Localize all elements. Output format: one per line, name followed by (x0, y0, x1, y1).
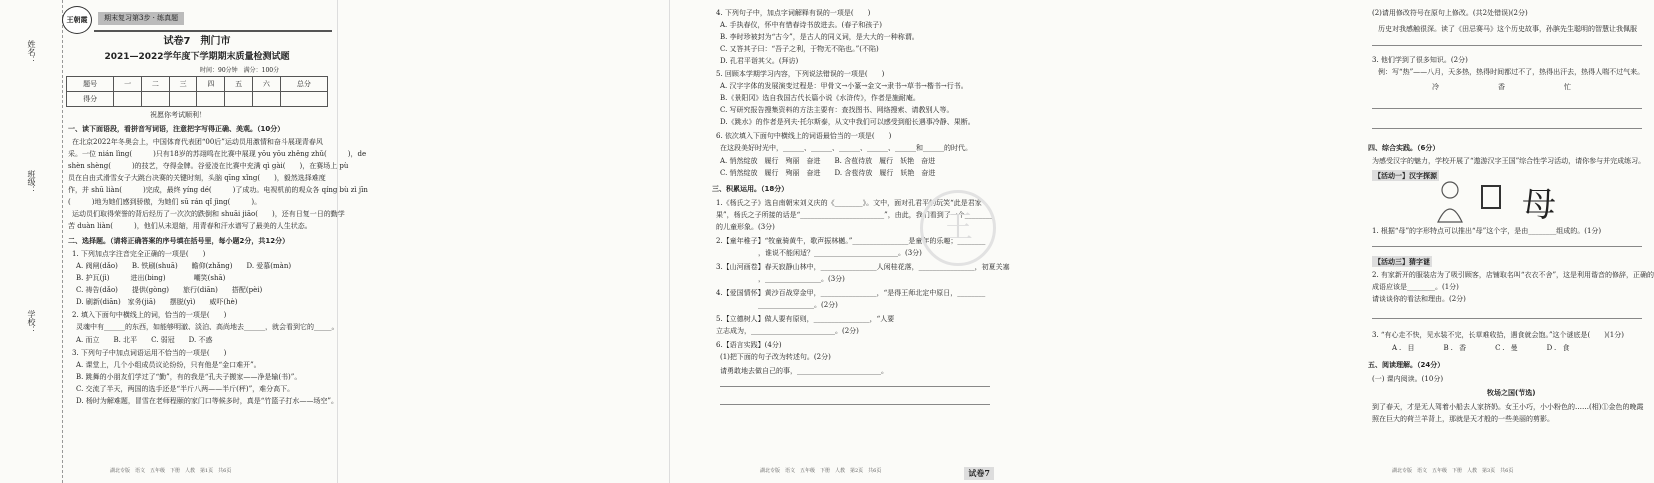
option-line: C. 又答其子曰：“吾子之利，于物无不陷也。”(不陷) (720, 45, 879, 53)
score-header-cell: 总分 (280, 77, 327, 92)
question-line: 苦 duàn liàn( )，他们从未退缩，用青春和汗水谱写了最美的人生状态。 (68, 222, 312, 230)
question-line: 历史对我感触很深。读了《田忌赛马》这个历史故事，孙膑先生聪明的智慧让我佩服 (1378, 25, 1637, 33)
score-header-cell: 五 (225, 77, 253, 92)
word-prompts: 冷 香 忙 (1432, 83, 1575, 91)
activity-tag: 【活动一】汉字探源 (1374, 171, 1437, 180)
section-heading: 一、读下面语段，看拼音写词语，注意把字写得正确、美观。（10分） (68, 125, 285, 133)
paper-number-tag: 试卷7 (964, 467, 994, 480)
score-table (66, 76, 328, 107)
option-line: D. 刷新(diān) 家务(jiā) 摆脱(yì) 威吓(hè) (76, 298, 238, 306)
header-rule (94, 30, 332, 32)
question-line: 1. 下列加点字注音完全正确的一项是( ) (72, 250, 206, 258)
page-footer: 湖北专版 语文 五年级 下册 人教 第1页 共6页 (110, 468, 232, 474)
question-line: 3. 下列句子中加点词语运用不恰当的一项是( ) (72, 349, 227, 357)
brand-logo: 王朝霞 (62, 6, 92, 34)
question-line: 运动员们取得荣誉的背后经历了一次次的跌倒和 shuāi jiāo( )，还有日复一日的勤学 (72, 210, 345, 218)
section-heading: 三、积累运用。（18分） (712, 185, 789, 193)
question-line: 3. “有心走不快，见水装不完，长草难收拾，遇食就会饱。”这个谜底是( )(1分) (1372, 331, 1624, 339)
question-line: 例：写“热”——八月，天多热，热得时间都过不了，热得出汗去，热得人喘不过气来。 (1378, 68, 1645, 76)
option-line: B.《景阳冈》选自我国古代长篇小说《水浒传》，作者是施耐庵。 (720, 94, 920, 102)
question-line: 1. 根据“母”的字形特点可以推出“母”这个字，是由________组成的。(1分) (1372, 227, 1602, 235)
question-line: 4. 下列句子中，加点字词解释有误的一项是( ) (716, 9, 871, 17)
school-label: 学校： (27, 310, 36, 334)
score-cell[interactable] (197, 92, 225, 107)
question-line: 3. 他们学到了很多知识。(2分) (1372, 56, 1468, 64)
section-heading: 四、综合实践。（6分） (1368, 144, 1440, 152)
question-line: (1)把下面的句子改为转述句。(2分) (720, 353, 831, 361)
question-line: 作，并 shū liàn( )完成，最终 yíng dé( )了成功。电视机前的观众各 qíng bù zì jīn (68, 186, 368, 194)
question-line: 2.【童年稚子】“牧童骑黄牛，歌声振林樾。”________________是童年的乐趣；________ (716, 237, 986, 245)
passage-title: 牧场之国(节选) (1487, 389, 1536, 397)
question-line: 2. 有家新开的服装店为了吸引顾客，店铺取名叫“衣衣不舍”，这是利用谐音的修辞，正确的 (1372, 271, 1654, 279)
question-line: 成语应该是________。(1分) (1372, 283, 1459, 291)
answer-line[interactable] (1372, 246, 1642, 247)
question-line: 采。一位 nián lìng( )只有18岁的苏翊鸣在比赛中展现 yōu yōu zhěng zhǔ( )，de (68, 150, 367, 158)
option-line: A. 课堂上，几个小组成员议论纷纷，只有他是“金口难开”。 (76, 361, 261, 369)
answer-line[interactable] (1372, 318, 1642, 319)
score-row-label: 得分 (67, 92, 114, 107)
question-line: (2)请用修改符号在原句上修改。(共2处错误)(2分) (1372, 9, 1528, 17)
exam-subtitle: 2021—2022学年度下学期期末质量检测试题 (104, 52, 290, 62)
score-cell[interactable] (253, 92, 281, 107)
answer-line[interactable] (1372, 128, 1642, 129)
question-line: (一) 课内阅读。(10分) (1372, 375, 1444, 383)
mother-character-illustration (1432, 178, 1562, 224)
activity-tag: 【活动三】猜字谜 (1374, 257, 1430, 266)
name-label: 姓名： (27, 40, 36, 64)
question-line: 在北京2022年冬奥会上，中国体育代表团“00后”运动员用激情和奋斗展现青春风 (72, 138, 323, 146)
score-header-cell: 三 (169, 77, 197, 92)
option-line: D. 孔君平诣其父。(拜访) (720, 57, 799, 65)
page-footer: 湖北专版 语文 五年级 下册 人教 第3页 共6页 (1392, 468, 1514, 474)
question-line: 4.【爱国情怀】黄沙百战穿金甲，________________，“是得王师北定中原日，________ (716, 289, 986, 297)
option-line: B. 跳舞的小朋友们学过了“勤”，有的我是“孔夫子搬家——净是输(书)”。 (76, 373, 302, 381)
question-line: 在这段美好时光中，______、______、______、______、______和______的时代。 (720, 144, 972, 152)
answer-line[interactable] (1372, 45, 1642, 46)
question-line: 6. 依次填入下面句中横线上的词语最恰当的一项是( ) (716, 132, 892, 140)
section-heading: 五、阅读理解。（24分） (1368, 361, 1445, 369)
question-line: 为感受汉字的魅力，学校开展了“遨游汉字王国”综合性学习活动，请你参与并完成练习。 (1372, 157, 1646, 165)
passage-line: 到了春天，才是无人驾着小船去人家挤奶。女王小巧，小小粉色的……(相)①金色的晚霞 (1372, 403, 1644, 411)
option-line: B. 护瓦(jì) 进出(bing) 嘲笑(shā) (76, 274, 240, 282)
score-cell[interactable] (280, 92, 327, 107)
header-bar (62, 6, 332, 32)
score-cell[interactable] (114, 92, 142, 107)
option-line: C. 祷告(dǎo) 提供(gòng) 旅行(diān) 搭配(pèi) (76, 286, 263, 294)
binding-margin (0, 0, 63, 483)
question-line: 6.【语言实践】(4分) (716, 341, 782, 349)
class-label: 班级： (27, 170, 36, 194)
section-heading: 二、选择题。（请将正确答案的序号填在括号里，每小题2分，共12分） (68, 237, 290, 245)
option-line: D.《跳水》的作者是列夫·托尔斯泰，从文中我们可以感受到船长遇事冷静、果断。 (720, 118, 975, 126)
option-line: A. 汉字字体的发展演变过程是：甲骨文→小篆→金文→隶书→草书→楷书→行书。 (720, 82, 968, 90)
question-line: 2. 填入下面句中横线上的词，恰当的一项是( ) (72, 311, 227, 319)
question-line: 5.【立德树人】做人要有原则，________________，“人要 (716, 315, 895, 323)
option-line: A. 阀闸(dǎo) B. 铁刷(shuā) 瞻仰(zhǎng) D. 爱慕(màn) (76, 262, 292, 270)
passage-line: 照在巨大的荷兰羊背上，那就是天才般的一些美丽的剪影。 (1372, 415, 1554, 423)
question-line: shèn shèng( )的技艺，夺得金牌。谷爱凌在比赛中充满 qì gài( )，在赛场上 pù (68, 162, 349, 170)
question-line: 请谈谈你的看法和理由。(2分) (1372, 295, 1466, 303)
exam-title: 试卷7 荆门市 (163, 36, 231, 47)
question-line: 5. 回顾本学期学习内容，下列说法错误的一项是( ) (716, 70, 885, 78)
option-line: A. 而立 B. 北平 C. 弱冠 D. 不惑 (76, 336, 213, 344)
svg-text:母: 母 (1522, 185, 1556, 225)
good-luck-note: 祝愿你考试顺利！ (150, 111, 206, 119)
option-line: B. 李时珍被封为“古今”，是古人的同义词，是大大的一种称谓。 (720, 33, 919, 41)
score-header-cell: 四 (197, 77, 225, 92)
option-line: A. 悄然绽放 履行 殉丽 奋进 B. 含苞待放 履行 妖艳 奋进 (720, 157, 936, 165)
answer-line[interactable] (1372, 108, 1642, 109)
option-line: C. 悄然绽放 履行 殉丽 奋进 D. 含苞待放 履行 妖艳 奋进 (720, 169, 936, 177)
question-line: ________________。(2分) (716, 301, 838, 309)
question-line: ( )地为她们感到骄傲，为她们 sū rán qǐ jìng( )。 (68, 198, 262, 206)
question-line: 员在自由式滑雪女子大跳台决赛的关键时刻，头脑 qīng xǐng( )，毅然选择难度 (68, 174, 326, 182)
option-line: A. 目 B. 香 C. 曼 D. 食 (1392, 344, 1572, 352)
option-line: D. 杨时为解难题，冒雪在老师程颐的家门口等候多时，真是“竹篮子打水——场空”。 (76, 397, 338, 405)
question-line: ，谁说不能闲适？________________________。(3分) (716, 249, 922, 257)
score-header-cell: 一 (114, 77, 142, 92)
option-line: A. 手执春仪，怀中有惜春诗书放进去。(春子和孩子) (720, 21, 882, 29)
score-cell[interactable] (169, 92, 197, 107)
page-footer: 湖北专版 语文 五年级 下册 人教 第2页 共6页 (760, 468, 882, 474)
review-badge: 期末复习第3步 · 练真题 (98, 12, 184, 25)
exam-time: 时间：90分钟 满分：100分 (200, 67, 280, 74)
question-line: 1.《杨氏之子》选自南朝宋刘义庆的《________》。文中，面对孔君平的玩笑“此是君家 (716, 199, 982, 207)
score-header-cell: 题号 (67, 77, 114, 92)
question-line: 的儿童形象。(3分) (716, 223, 775, 231)
question-line: 果”，杨氏之子所接的话是“________________________”，由此，我们看到了一个________ (716, 211, 993, 219)
question-line: 立志成为，________________________。(2分) (716, 327, 859, 335)
score-cell[interactable] (141, 92, 169, 107)
question-line: 请勇敢地去做自己的事，________________________。 (720, 367, 888, 375)
score-cell[interactable] (225, 92, 253, 107)
watermark-stamp: 王 (920, 190, 996, 266)
option-line: C. 交流了半天，两国的选手还是“半斤八两——半斤(秤)”，难分高下。 (76, 385, 295, 393)
page-left (0, 0, 368, 483)
question-line: 3.【山河画卷】春天寂静山林中，________________人闲桂花落，________________，初夏关塞 (716, 263, 1010, 271)
score-header-cell: 六 (253, 77, 281, 92)
question-line: ，________________。(3分) (716, 275, 845, 283)
option-line: C. 写研究报告搜集资料的方法主要有：查找图书、网络搜索、请教别人等。 (720, 106, 954, 114)
question-line: 灵魂中有______的东西，如能够明澈、淡泊、高尚地去______，就会看到它的_____。 (76, 323, 339, 331)
score-header-cell: 二 (141, 77, 169, 92)
